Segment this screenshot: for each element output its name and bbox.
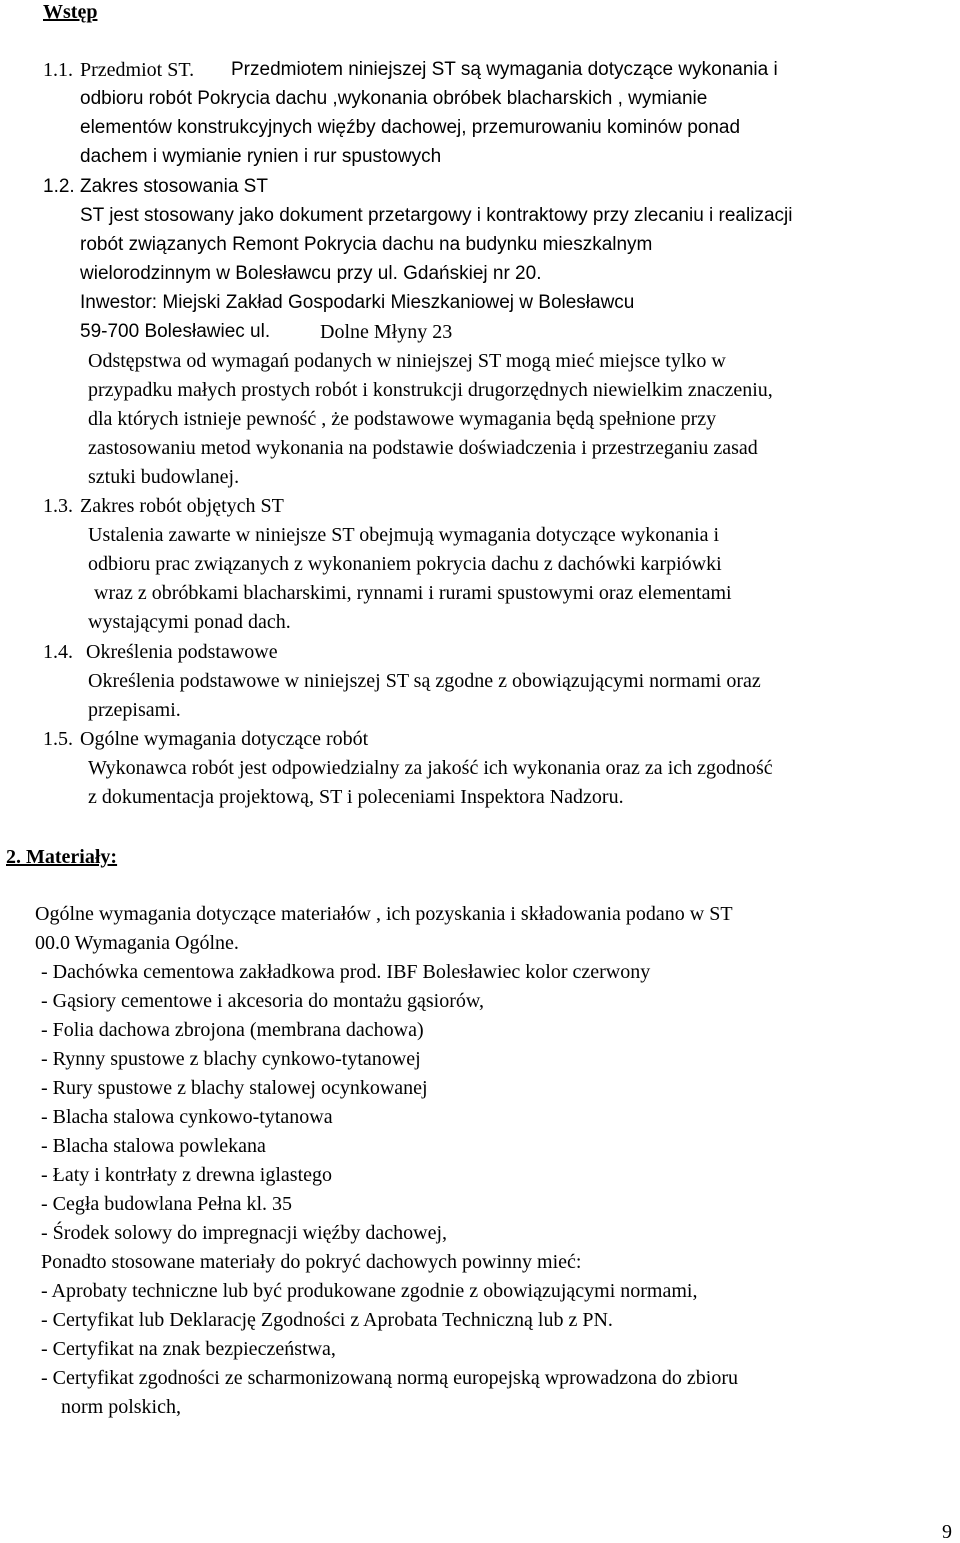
section-1-2-line: ST jest stosowany jako dokument przetargowy i kontraktowy przy zlecaniu i realizacji: [80, 205, 793, 226]
section-1-2-line: wielorodzinnym w Bolesławcu przy ul. Gdańskiej nr 20.: [80, 263, 542, 284]
section-2-line: Ponadto stosowane materiały do pokryć dachowych powinny mieć:: [41, 1251, 582, 1273]
material-item: - Gąsiory cementowe i akcesoria do montażu gąsiorów,: [41, 990, 484, 1012]
section-1-2-line: Inwestor: Miejski Zakład Gospodarki Mieszkaniowej w Bolesławcu: [80, 292, 635, 313]
section-1-3-title: Zakres robót objętych ST: [80, 495, 284, 517]
section-1-1-line: odbioru robót Pokrycia dachu ,wykonania obróbek blacharskich , wymianie: [80, 88, 708, 109]
section-1-2-number: 1.2.: [43, 176, 75, 197]
section-1-5-title: Ogólne wymagania dotyczące robót: [80, 728, 369, 750]
material-item: - Cegła budowlana Pełna kl. 35: [41, 1193, 293, 1215]
section-1-2-line: dla których istnieje pewność , że podstawowe wymagania będą spełnione przy: [88, 408, 717, 430]
section-1-3-line: wystającymi ponad dach.: [88, 611, 291, 633]
section-1-1-number: 1.1.: [43, 59, 73, 81]
material-item: - Środek solowy do impregnacji więźby dachowej,: [41, 1222, 448, 1244]
material-item: - Rynny spustowe z blachy cynkowo-tytanowej: [41, 1048, 421, 1070]
requirement-item: - Certyfikat zgodności ze scharmonizowaną normą europejską wprowadzona do zbioru: [41, 1367, 738, 1389]
section-1-1-line: elementów konstrukcyjnych więźby dachowej, przemurowaniu kominów ponad: [80, 117, 741, 138]
material-item: - Blacha stalowa powlekana: [41, 1135, 266, 1157]
section-2-line: 00.0 Wymagania Ogólne.: [35, 932, 239, 954]
heading: Wstęp: [43, 1, 98, 23]
section-1-2-line: Dolne Młyny 23: [320, 321, 453, 343]
section-2-heading: 2. Materiały:: [6, 846, 118, 868]
requirement-item: - Certyfikat lub Deklarację Zgodności z Aprobata Techniczną lub z PN.: [41, 1309, 613, 1331]
material-item: - Blacha stalowa cynkowo-tytanowa: [41, 1106, 333, 1128]
section-1-4-title: Określenia podstawowe: [86, 641, 278, 663]
section-2-line: Ogólne wymagania dotyczące materiałów , ich pozyskania i składowania podano w ST: [35, 903, 733, 925]
section-1-3-line: Ustalenia zawarte w niniejsze ST obejmują wymagania dotyczące wykonania i: [88, 524, 720, 546]
section-1-2-line: 59-700 Bolesławiec ul.: [80, 321, 271, 342]
material-item: - Łaty i kontrłaty z drewna iglastego: [41, 1164, 333, 1186]
requirement-item: norm polskich,: [61, 1396, 181, 1418]
section-1-2-line: robót związanych Remont Pokrycia dachu na budynku mieszkalnym: [80, 234, 653, 255]
section-1-3-line: odbioru prac związanych z wykonaniem pokrycia dachu z dachówki karpiówki: [88, 553, 722, 575]
section-1-1-line: Przedmiotem niniejszej ST są wymagania dotyczące wykonania i: [231, 59, 778, 80]
section-1-3-line: wraz z obróbkami blacharskimi, rynnami i rurami spustowymi oraz elementami: [94, 582, 732, 604]
page-number: 9: [942, 1521, 952, 1543]
section-1-5-line: z dokumentacja projektową, ST i poleceniami Inspektora Nadzoru.: [88, 786, 624, 808]
requirement-item: - Certyfikat na znak bezpieczeństwa,: [41, 1338, 336, 1360]
section-1-1-title: Przedmiot ST.: [80, 59, 195, 81]
section-1-1-line: dachem i wymianie rynien i rur spustowych: [80, 146, 442, 167]
section-1-4-line: Określenia podstawowe w niniejszej ST są zgodne z obowiązującymi normami oraz: [88, 670, 761, 692]
section-1-5-number: 1.5.: [43, 728, 73, 750]
section-1-2-line: przypadku małych prostych robót i konstrukcji drugorzędnych niewielkim znaczeniu,: [88, 379, 773, 401]
section-1-4-line: przepisami.: [88, 699, 181, 721]
section-1-5-line: Wykonawca robót jest odpowiedzialny za jakość ich wykonania oraz za ich zgodność: [88, 757, 773, 779]
section-1-3-number: 1.3.: [43, 495, 73, 517]
requirement-item: - Aprobaty techniczne lub być produkowane zgodnie z obowiązującymi normami,: [41, 1280, 698, 1302]
section-1-2-line: sztuki budowlanej.: [88, 466, 240, 488]
material-item: - Folia dachowa zbrojona (membrana dachowa): [41, 1019, 424, 1041]
section-1-4-number: 1.4.: [43, 641, 73, 663]
material-item: - Dachówka cementowa zakładkowa prod. IBF Bolesławiec kolor czerwony: [41, 961, 651, 983]
material-item: - Rury spustowe z blachy stalowej ocynkowanej: [41, 1077, 428, 1099]
section-1-2-line: zastosowaniu metod wykonania na podstawie doświadczenia i przestrzeganiu zasad: [88, 437, 758, 459]
section-1-2-title: Zakres stosowania ST: [80, 176, 268, 197]
section-1-2-line: Odstępstwa od wymagań podanych w niniejszej ST mogą mieć miejsce tylko w: [88, 350, 726, 372]
